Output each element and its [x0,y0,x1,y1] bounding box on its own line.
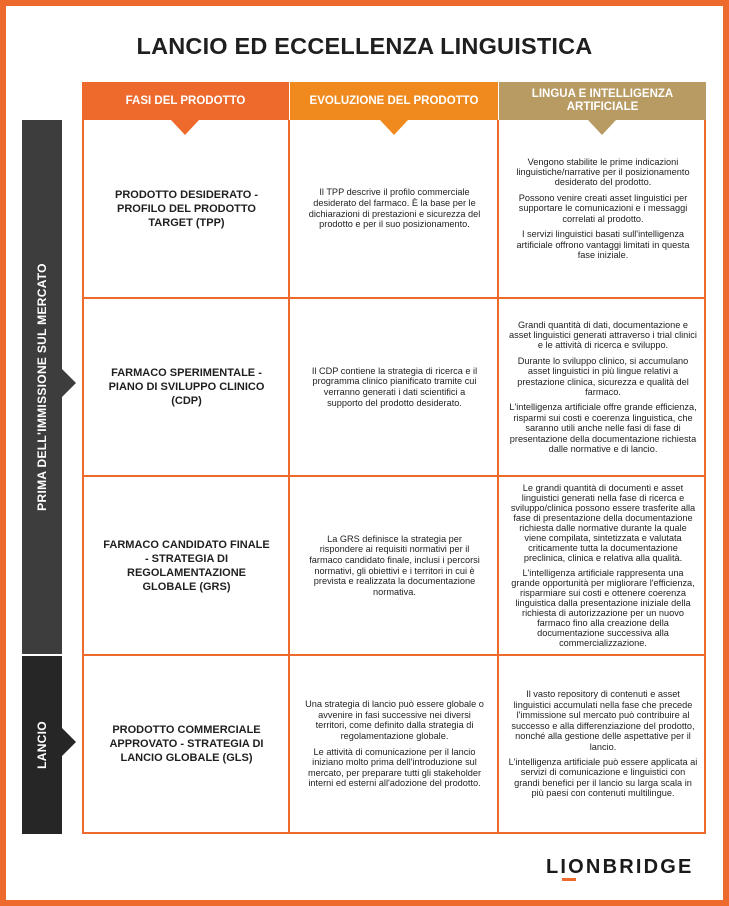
header-evolution: EVOLUZIONE DEL PRODOTTO [289,82,498,120]
language-text: Vengono stabilite le prime indicazioni linguistiche/narrative per il posizionamento desiderato del prodotto. [516,156,690,188]
table-row-2-evolution [291,299,498,475]
evolution-text: Una strategia di lancio può essere globale o avvenire in fasi successive nei diversi territori, come definito dalla strategia di regolamentazione globale. [305,699,484,741]
phase-text: FARMACO CANDIDATO FINALE - STRATEGIA DI REGOLAMENTAZIONE GLOBALE (GRS) [103,538,270,593]
language-text: L'intelligenza artificiale può essere applicata ai servizi di comunicazione e linguistici con grandi benefici per il lancio su larga scala in più paesi con contenuti multilingue. [508,756,698,799]
language-text: Le grandi quantità di documenti e asset linguistici generati nella fase di ricerca e sviluppo/clinica possono essere trasferite alla fase di presentazione della documentazione richiesta dalle normative durante la quale viene compilata, sintetizzata e valutata criticamente tutta la documentazione preclinica, clinica e relativa alla qualità. [510,483,696,563]
language-text: Possono venire creati asset linguistici per supportare le comunicazioni e i messaggi correlati al prodotto. [518,192,688,224]
sidebar-launch [22,656,62,834]
sidebar-pre-market [22,120,62,654]
phase-text: FARMACO SPERIMENTALE - PIANO DI SVILUPPO CLINICO (CDP) [108,367,265,407]
language-text: Durante lo sviluppo clinico, si accumulano asset linguistici in più lingue relativi a prestazione clinica, sicurezza e qualità del farmaco. [517,355,689,397]
sidebar-launch-label: LANCIO [35,721,50,769]
language-text: Il vasto repository di contenuti e asset linguistici accumulati nella fase che precede l'immissione sul mercato può contribuire al successo e alla differenziazione del prodotto, nonché alla gestione delle aspettative per il lancio. [511,689,695,752]
table-row-1-evolution [291,120,498,297]
table-row-1-language [500,120,706,297]
table-row-4-phase [84,656,289,832]
table-row-4-evolution [291,656,498,832]
table-row-2-phase [84,299,289,475]
table-row-1-phase [84,120,289,297]
header-phases: FASI DEL PRODOTTO [82,82,289,120]
language-text: Grandi quantità di dati, documentazione e asset linguistici generati attraverso i trial clinici e le attività di ricerca e sviluppo. [509,319,697,351]
table-row-4-language [500,656,706,832]
table-row-2-language [500,299,706,475]
evolution-text: Il CDP contiene la strategia di ricerca e il programma clinico pianificato tramite cui verranno generati i dati scientifici a supporto del prodotto desiderato. [311,365,478,408]
table-row-3-phase [84,477,289,654]
phase-text: PRODOTTO COMMERCIALE APPROVATO - STRATEGIA DI LANCIO GLOBALE (GLS) [109,724,264,764]
header-language-ai: LINGUA E INTELLIGENZA ARTIFICIALE [498,82,706,120]
sidebar-arrow-icon [62,728,76,756]
page-title: LANCIO ED ECCELLENZA LINGUISTICA [136,33,593,59]
evolution-text: Le attività di comunicazione per il lancio iniziano molto prima dell'introduzione sul mercato, per preparare tutti gli stakeholder interni ed esterni all'adozione del prodotto. [307,746,482,789]
sidebar-pre-market-label: PRIMA DELL'IMMISSIONE SUL MERCATO [35,263,49,511]
evolution-text: Il TPP descrive il profilo commerciale desiderato del farmaco. È la base per le dichiarazioni di prestazioni e sicurezza del prodotto e per il suo posizionamento. [308,187,481,230]
logo-accent-bar [562,878,576,881]
language-text: L'intelligenza artificiale offre grande efficienza, risparmi sui costi e coerenza linguistica, che saranno utili anche nelle fasi di fase di presentazione della documentazione richiesta dalle normative e di lancio. [509,402,697,455]
lionbridge-logo: LIONBRIDGE [546,856,694,878]
phase-text: PRODOTTO DESIDERATO - PROFILO DEL PRODOTTO TARGET (TPP) [114,188,258,229]
table-row-3-language [500,477,706,654]
language-text: L'intelligenza artificiale rappresenta una grande opportunità per migliorare l'efficienza, risparmiare sui costi e ottenere coerenza linguistica dalla presentazione iniziale della richiesta di autorizzazione per un nuovo farmaco fino alla creazione della documentazione successiva alla commercializzazione. [511,568,695,648]
sidebar-arrow-icon [62,369,76,397]
evolution-text: La GRS definisce la strategia per rispondere ai requisiti normativi per il farmaco candidato finale, inclusi i percorsi normativi, gli obiettivi e i territori in cui è prevista e realizzata la documentazione normativa. [309,533,480,597]
language-text: I servizi linguistici basati sull'intelligenza artificiale offrono vantaggi limitati in questa fase iniziale. [516,229,690,260]
table-row-3-evolution [291,477,498,654]
